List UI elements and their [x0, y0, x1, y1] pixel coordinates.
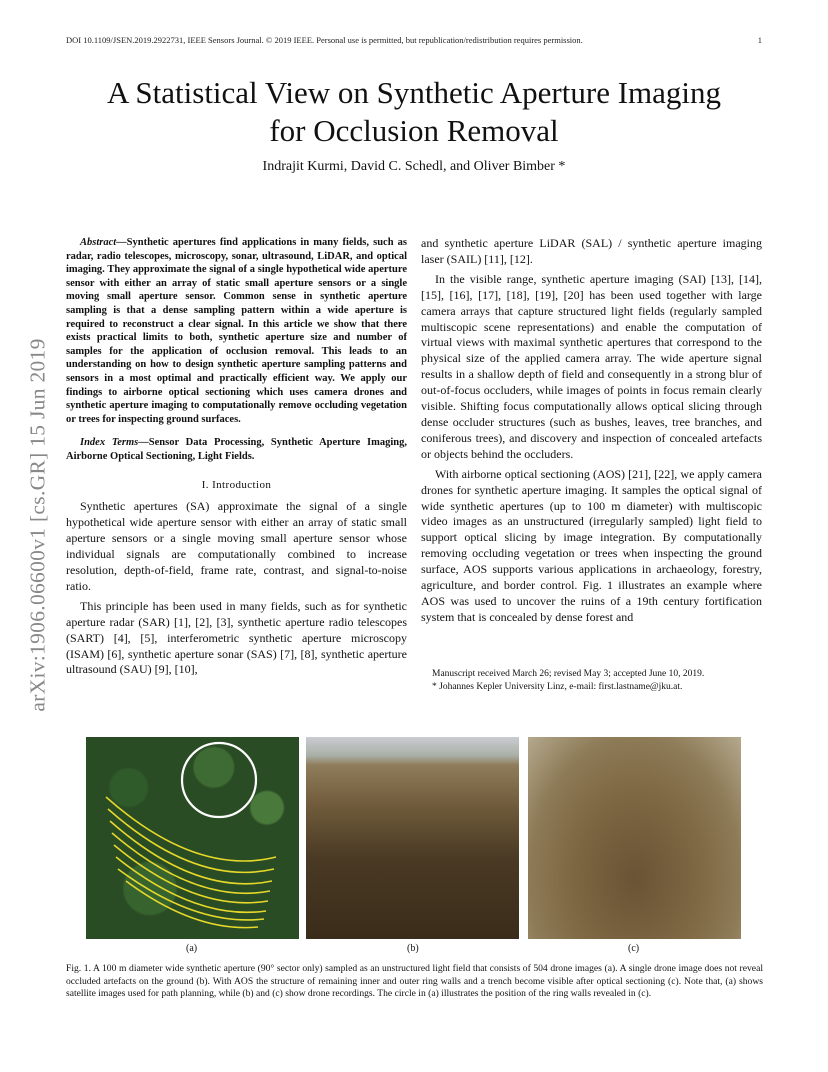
right-paragraph-1: In the visible range, synthetic aperture imaging (SAI) [13], [14], [15], [16], [17], [18], [19], [20] has been used together with large camera arrays that capture structured light fields (regularly sampled multiscopic scene representations) and enable the computation of virtual views with maximal synthetic apertures that correspond to the physical size of the applied camera array. The wide aperture signal results in a shallow depth of field and consequently in a strong blur of out-of-focus occluders, while images of points in focus remain clearly visible. Shifting focus computationally allows optical slicing through dense occluder structures (such as bushes, leaves, tree branches, and coniferous trees), and discovery and inspection of concealed artefacts or objects behind the occluders.	[421, 271, 762, 461]
intro-paragraph-1: Synthetic apertures (SA) approximate the signal of a single hypothetical wide aperture sensor with either an array of static small aperture sensors or a single moving small aperture sensor whose individual signals are computationally combined to increase resolution, depth-of-field, frame rate, contrast, and signal-to-noise ratio.	[66, 499, 407, 593]
arxiv-stamp-text: arXiv:1906.06600v1 [cs.GR] 15 Jun 2019	[25, 338, 50, 712]
right-paragraph-2: With airborne optical sectioning (AOS) [21], [22], we apply camera drones for synthetic aperture imaging. It samples the optical signal of wide synthetic apertures (up to 100 m diameter) with multiscopic video images as an unstructured (irregularly sampled) light field to support optical slicing by image integration. By computationally removing occluding vegetation or trees when inspecting the ground surface, AOS supports various applications in archaeology, forestry, agriculture, and border control. Fig. 1 illustrates an example where AOS was used to uncover the ruins of a 19th century fortification system that is concealed by dense forest and	[421, 466, 762, 624]
doi-line: DOI 10.1109/JSEN.2019.2922731, IEEE Sensors Journal. © 2019 IEEE. Personal use is permitted, but republication/redistribution requires permission.	[66, 35, 583, 45]
title-line-1: A Statistical View on Synthetic Aperture Imaging	[106, 75, 722, 110]
intro-paragraph-2: This principle has been used in many fields, such as for synthetic aperture radar (SAR) [1], [2], [3], synthetic aperture radio telescopes (SART) [4], [5], interferometric synthetic aperture microscopy (ISAM) [6], synthetic aperture sonar (SAS) [7], [8], synthetic aperture ultrasound (SAU) [9], [10],	[66, 598, 407, 677]
left-column	[66, 236, 407, 678]
figure-image-c	[528, 737, 741, 939]
footnote-manuscript: Manuscript received March 26; revised May 3; accepted June 10, 2019.	[432, 669, 705, 679]
index-terms-text: —Sensor Data Processing, Synthetic Aperture Imaging, Airborne Optical Sectioning, Light Fields.	[66, 437, 407, 462]
figure-label-a: (a)	[186, 943, 198, 954]
figure-image-b	[306, 737, 519, 939]
abstract	[66, 236, 407, 426]
title-line-2: for Occlusion Removal	[269, 113, 559, 148]
flight-path-overlay	[86, 737, 299, 939]
authors: Indrajit Kurmi, David C. Schedl, and Oliver Bimber *	[262, 159, 566, 174]
index-terms	[66, 436, 407, 463]
right-paragraph-0: and synthetic aperture LiDAR (SAL) / synthetic aperture imaging laser (SAIL) [11], [12].	[421, 236, 762, 266]
figure-caption: Fig. 1. A 100 m diameter wide synthetic aperture (90° sector only) sampled as an unstructured light field that consists of 504 drone images (a). A single drone image does not reveal occluded artefacts on the ground (b). With AOS the structure of remaining inner and outer ring walls and a trench become visible after optical sectioning (c). Note that, (a) shows satellite images used for path planning, while (b) and (c) show drone recordings. The circle in (a) illustrates the position of the ring walls revealed in (c).	[66, 963, 763, 1000]
figure-label-c: (c)	[628, 943, 640, 954]
right-column	[421, 236, 762, 626]
arxiv-stamp	[25, 290, 51, 760]
figure-image-a	[86, 737, 299, 939]
page-number: 1	[757, 35, 762, 45]
abstract-label: Abstract	[80, 237, 117, 248]
index-terms-label: Index Terms	[80, 437, 139, 449]
paper-title	[40, 74, 788, 150]
abstract-text: —Synthetic apertures find applications in many fields, such as radar, radio telescopes, microscopy, sonar, ultrasound, LiDAR, and optical imaging. They approximate the signal of a single hypothetical wide aperture sensor with either an array of static small aperture sensors or a single moving small aperture sensor. Common sense in synthetic aperture sampling is that a dense sampling pattern within a wide aperture is required to reconstruct a clear signal. In this article we show that there exists practical limits to both, synthetic aperture size and number of samples for the application of occlusion removal. This leads to an understanding on how to design synthetic aperture sampling patterns and sensors in a most optimal and practically efficient way. We apply our findings to airborne optical sectioning which uses camera drones and synthetic aperture imaging to computationally remove occluding vegetation or trees for inspecting ground surfaces.	[66, 237, 407, 425]
figure-label-b: (b)	[407, 943, 419, 954]
footnote	[432, 668, 762, 694]
section-heading-introduction: I. Introduction	[201, 478, 272, 491]
footnote-affiliation: * Johannes Kepler University Linz, e-mail: first.lastname@jku.at.	[432, 682, 683, 692]
